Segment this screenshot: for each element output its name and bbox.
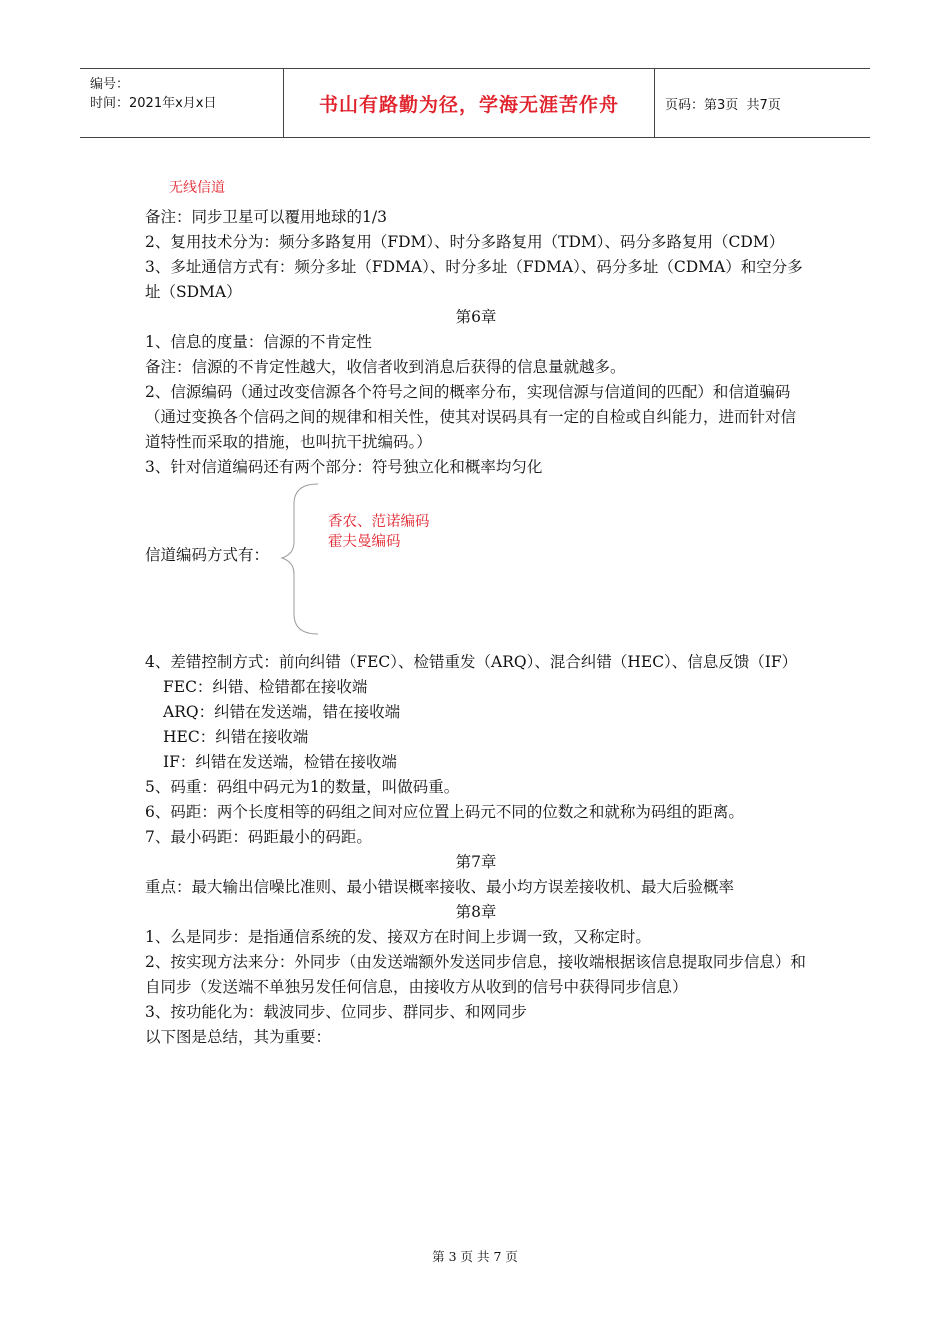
paragraph: 备注：同步卫星可以覆用地球的1/3 — [145, 208, 387, 226]
paragraph: 1、么是同步：是指通信系统的发、接双方在时间上步调一致，又称定时。 — [145, 928, 651, 946]
list-item: IF：纠错在发送端，检错在接收端 — [163, 753, 397, 771]
paragraph: 重点：最大输出信噪比准则、最小错误概率接收、最小均方误差接收机、最大后验概率 — [145, 878, 735, 896]
header-page-info — [655, 69, 870, 137]
footer-page-number: 第 3 页 共 7 页 — [432, 1249, 518, 1264]
paragraph: 3、多址通信方式有：频分多址（FDMA）、时分多址（FDMA）、码分多址（CDMA）和空分多址（SDMA） — [145, 258, 803, 301]
paragraph: 备注：信源的不肯定性越大，收信者收到消息后获得的信息量就越多。 — [145, 358, 626, 376]
paragraph: 5、码重：码组中码元为1的数量，叫做码重。 — [145, 778, 460, 796]
paragraph: 以下图是总结，其为重要： — [145, 1028, 332, 1046]
paragraph: 3、针对信道编码还有两个部分：符号独立化和概率均匀化 — [145, 458, 543, 476]
brace-icon — [280, 480, 320, 640]
paragraph: 2、信源编码（通过改变信源各个符号之间的概率分布，实现信源与信道间的匹配）和信道骗码（通过变换各个信码之间的规律和相关性，使其对误码具有一定的自检或自纠能力，进而针对信道特性而采取的措施，也叫抗干扰编码。） — [145, 383, 797, 451]
chapter-heading: 第6章 — [455, 308, 497, 326]
diagram-item: 香农、范诺编码 — [328, 514, 430, 530]
diagram-item: 霍夫曼编码 — [328, 534, 401, 550]
page-indicator: 页码：第3页 共7页 — [665, 97, 781, 113]
paragraph: 4、差错控制方式：前向纠错（FEC）、检错重发（ARQ）、混合纠错（HEC）、信息反馈（IF） — [145, 653, 798, 671]
list-item: ARQ：纠错在发送端，错在接收端 — [163, 703, 401, 721]
page-footer — [0, 1247, 950, 1265]
document-date: 时间：2021年x月x日 — [90, 96, 217, 111]
paragraph: 2、按实现方法来分：外同步（由发送端额外发送同步信息，接收端根据该信息提取同步信息）和自同步（发送端不单独另发任何信息，由接收方从收到的信号中获得同步信息） — [145, 953, 806, 996]
list-item: FEC：纠错、检错都在接收端 — [163, 678, 368, 696]
diagram-items — [328, 512, 430, 552]
chapter-heading: 第7章 — [455, 853, 497, 871]
header-meta — [80, 69, 283, 137]
section-title: 无线信道 — [169, 180, 225, 196]
document-body — [145, 176, 807, 1050]
paragraph: 6、码距：两个长度相等的码组之间对应位置上码元不同的位数之和就称为码组的距离。 — [145, 803, 744, 821]
document-number: 编号： — [90, 77, 130, 92]
list-item: HEC：纠错在接收端 — [163, 728, 309, 746]
paragraph: 3、按功能化为：载波同步、位同步、群同步、和网同步 — [145, 1003, 527, 1021]
header-motto: 书山有路勤为径，学海无涯苦作舟 — [283, 69, 655, 137]
diagram-label: 信道编码方式有： — [145, 546, 270, 564]
channel-coding-diagram — [145, 480, 807, 650]
paragraph: 7、最小码距：码距最小的码距。 — [145, 828, 372, 846]
chapter-heading: 第8章 — [455, 903, 497, 921]
paragraph: 2、复用技术分为：频分多路复用（FDM）、时分多路复用（TDM）、码分多路复用（CDM） — [145, 233, 785, 251]
page-header — [80, 68, 870, 138]
paragraph: 1、信息的度量：信源的不肯定性 — [145, 333, 372, 351]
